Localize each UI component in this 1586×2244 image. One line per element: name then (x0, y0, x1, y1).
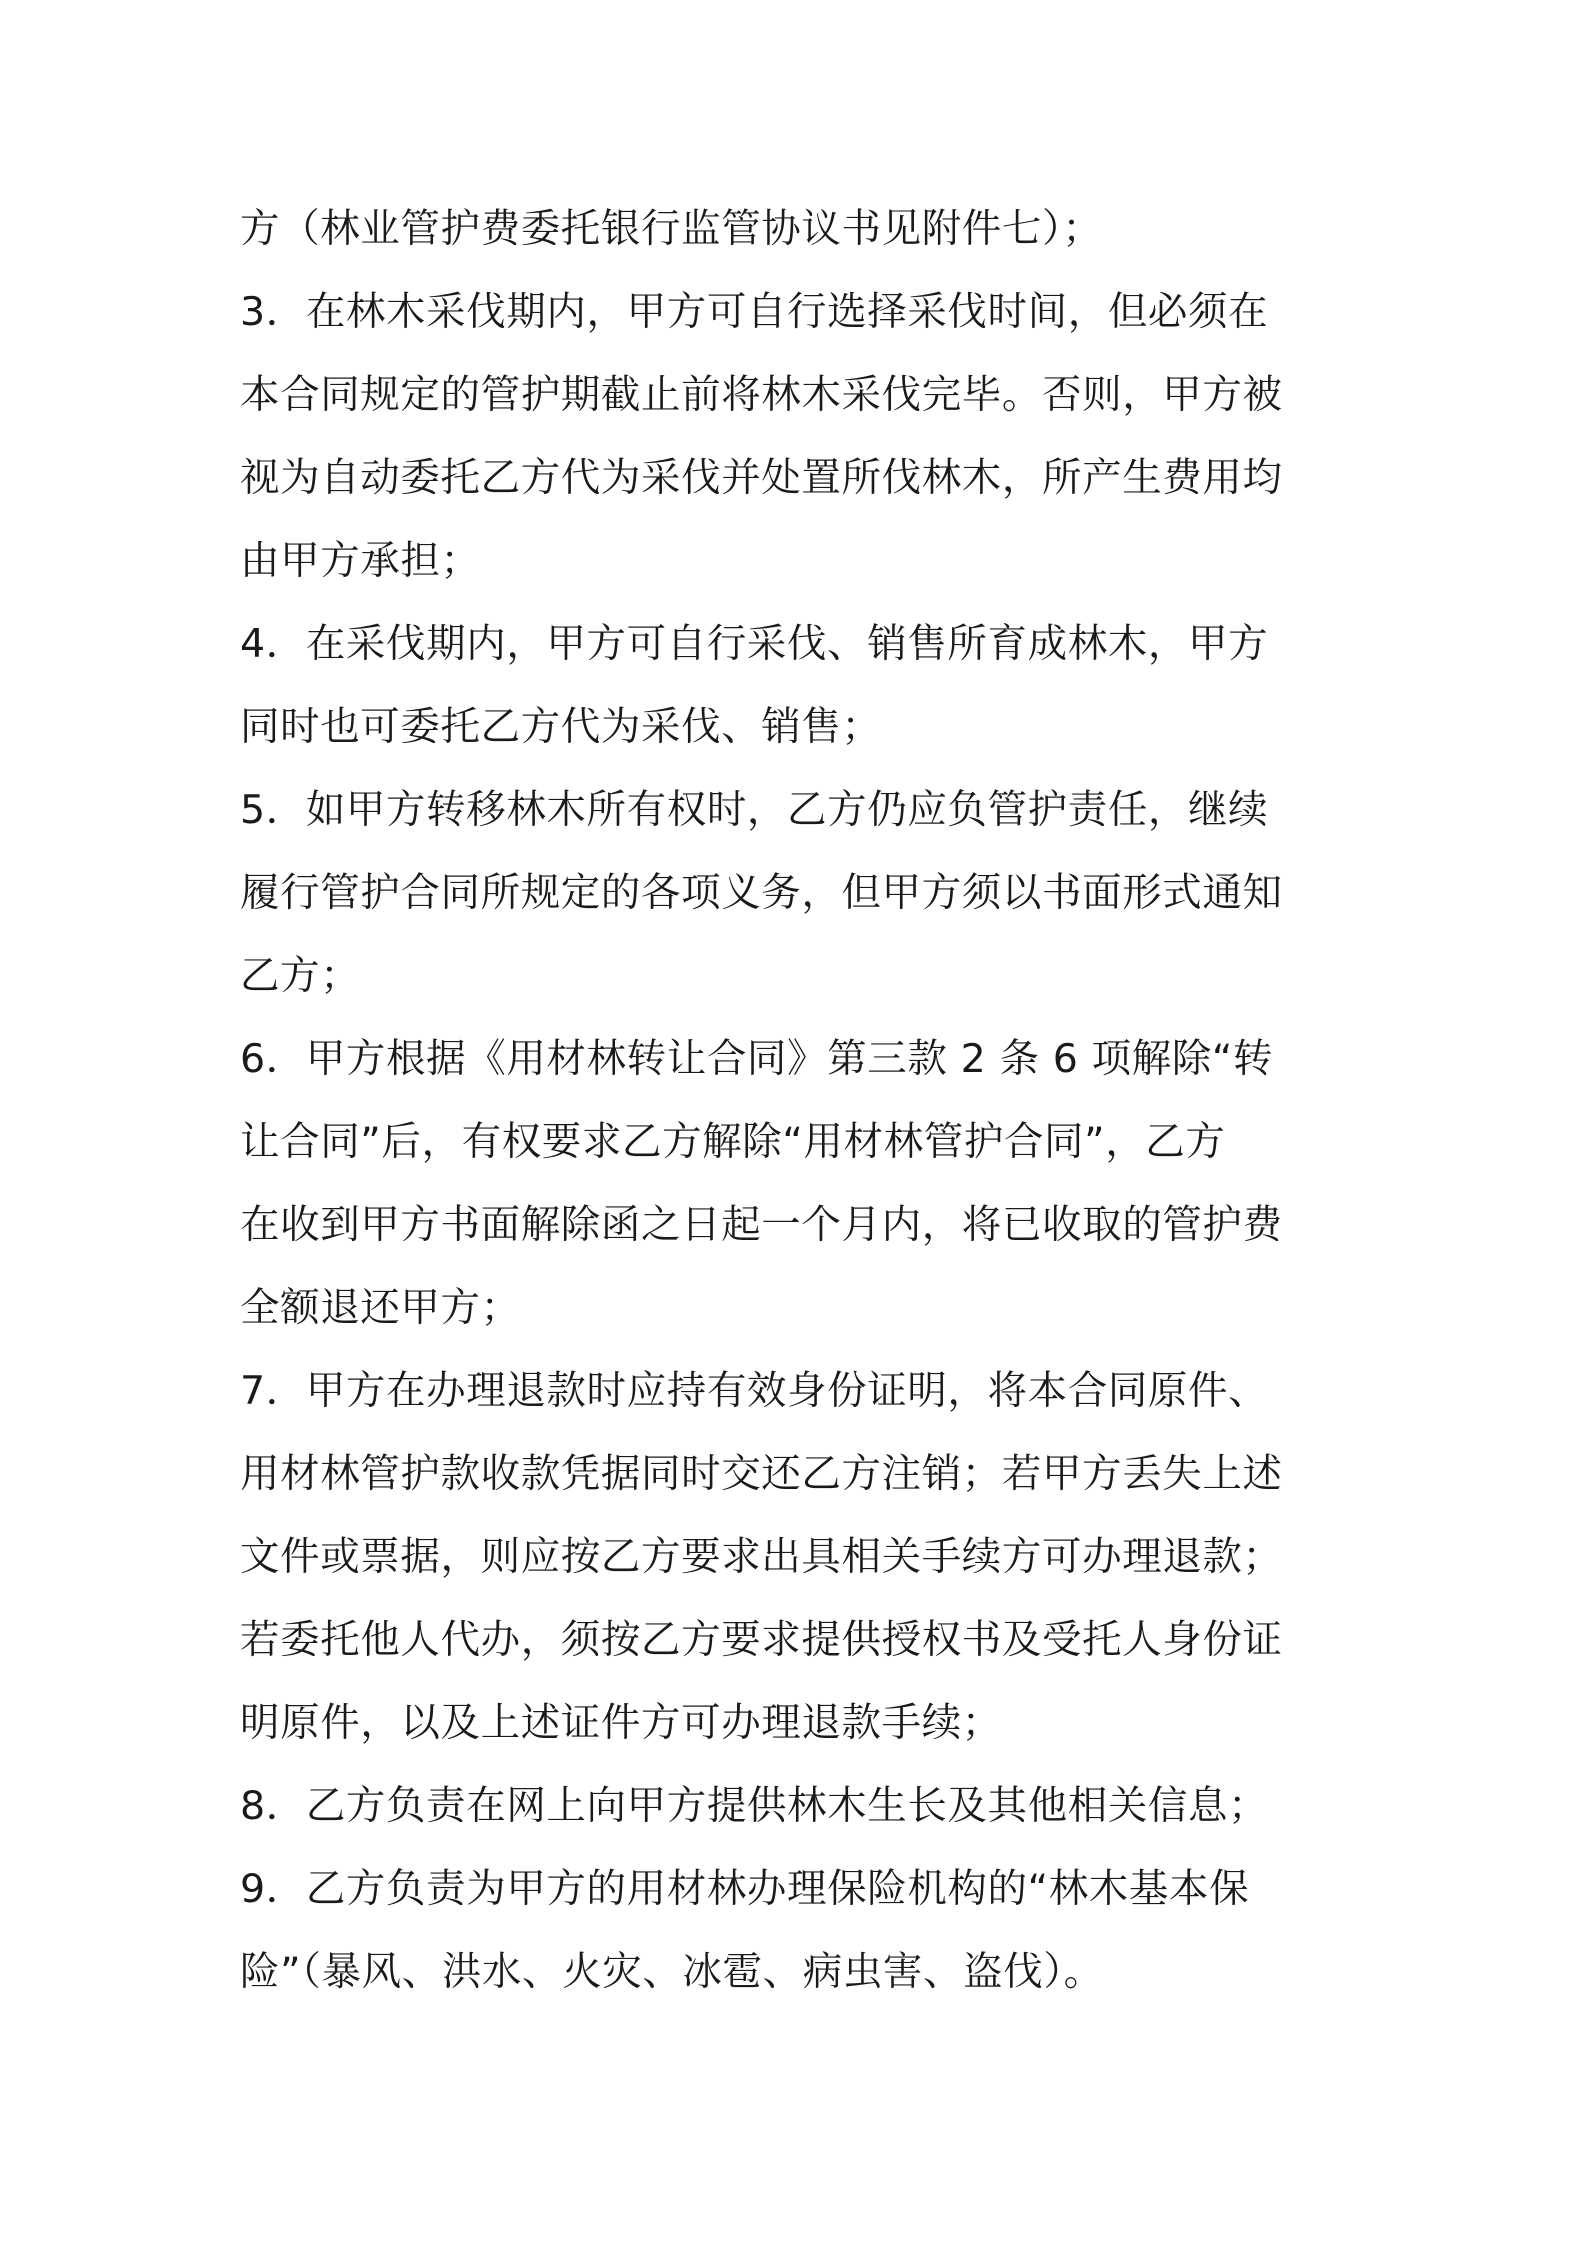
document-body (240, 188, 1370, 2014)
text-line: 在收到甲方书面解除函之日起一个月内，将已收取的管护费 (240, 1202, 1283, 1248)
text-line: 若委托他人代办，须按乙方要求提供授权书及受托人身份证 (240, 1617, 1283, 1663)
text-line: 本合同规定的管护期截止前将林木采伐完毕。否则，甲方被 (240, 372, 1283, 418)
text-line: 4．在采伐期内，甲方可自行采伐、销售所育成林木，甲方 (240, 621, 1269, 667)
text-line: 9．乙方负责为甲方的用材林办理保险机构的“林木基本保 (240, 1866, 1250, 1912)
text-line: 乙方； (240, 953, 361, 999)
text-line: 由甲方承担； (240, 538, 481, 584)
text-line: 全额退还甲方； (240, 1285, 521, 1331)
text-line: 履行管护合同所规定的各项义务，但甲方须以书面形式通知 (240, 870, 1283, 916)
text-line: 8．乙方负责在网上向甲方提供林木生长及其他相关信息； (240, 1783, 1269, 1829)
text-line: 用材林管护款收款凭据同时交还乙方注销；若甲方丢失上述 (240, 1451, 1283, 1497)
text-line: 方（林业管护费委托银行监管协议书见附件七）； (240, 206, 1103, 252)
text-line: 6．甲方根据《用材林转让合同》第三款 2 条 6 项解除“转 (240, 1036, 1274, 1082)
text-line: 视为自动委托乙方代为采伐并处置所伐林木，所产生费用均 (240, 455, 1283, 501)
text-line: 险”（暴风、洪水、火灾、冰雹、病虫害、盗伐）。 (240, 1949, 1104, 1995)
text-line: 3．在林木采伐期内，甲方可自行选择采伐时间，但必须在 (240, 289, 1269, 335)
text-line: 同时也可委托乙方代为采伐、销售； (240, 704, 882, 750)
text-line: 5．如甲方转移林木所有权时，乙方仍应负管护责任，继续 (240, 787, 1269, 833)
text-line: 明原件，以及上述证件方可办理退款手续； (240, 1700, 1002, 1746)
text-line: 7．甲方在办理退款时应持有效身份证明，将本合同原件、 (240, 1368, 1269, 1414)
text-line: 让合同”后，有权要求乙方解除“用材林管护合同”，乙方 (240, 1119, 1226, 1165)
text-line: 文件或票据，则应按乙方要求出具相关手续方可办理退款； (240, 1534, 1283, 1580)
